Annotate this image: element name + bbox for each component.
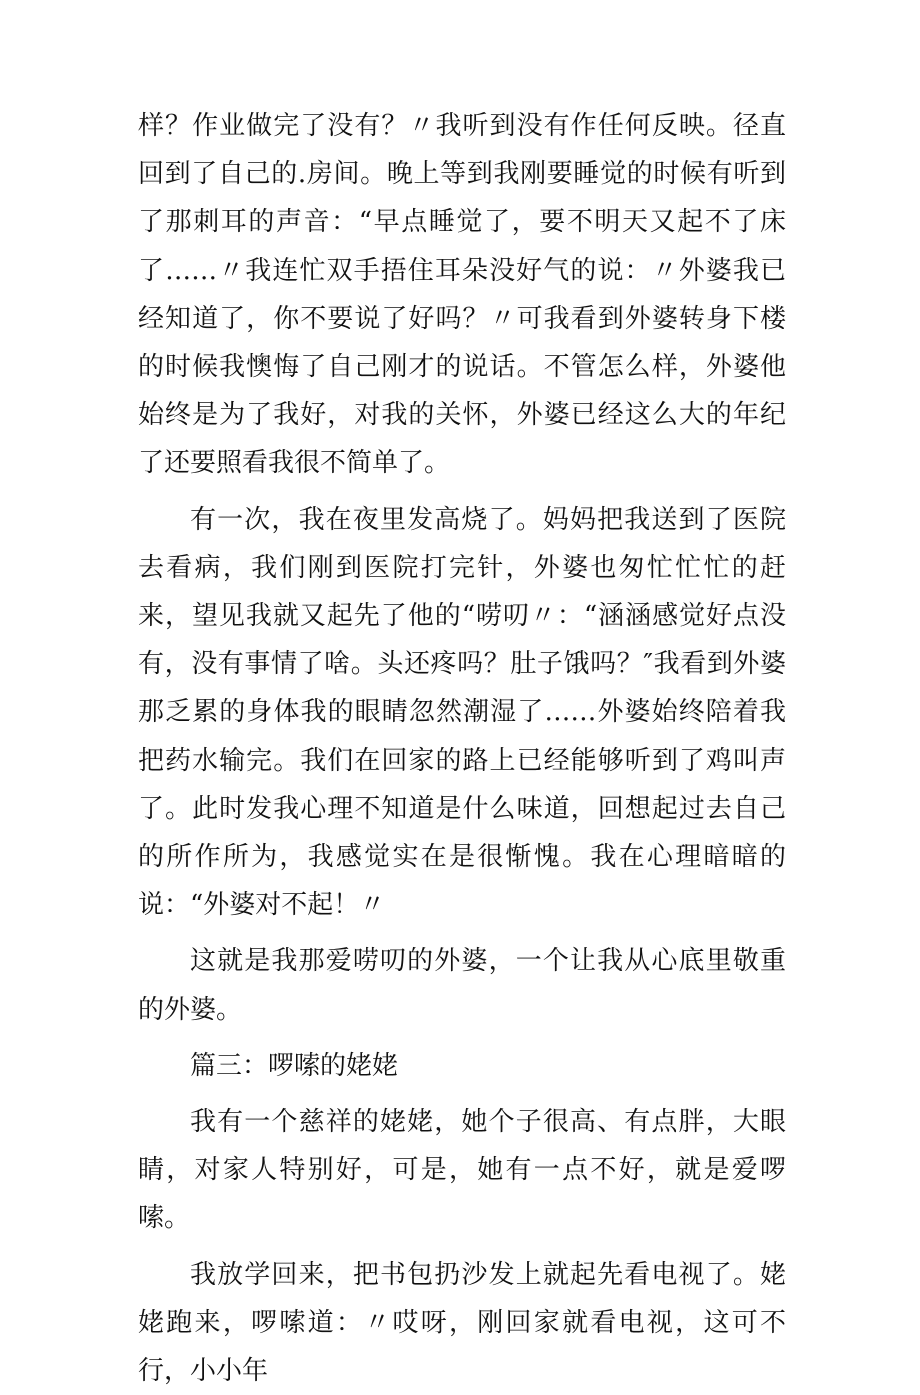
paragraph-fever-night: 有一次，我在夜里发高烧了。妈妈把我送到了医院去看病，我们刚到医院打完针，外婆也匆忙忙忙的赶来，望见我就又起先了他的“唠叨〃：“涵涵感觉好点没有，没有事情了啥。头还疼吗？肚子饿吗？″我看到外婆那乏累的身体我的眼睛忽然潮湿了……外婆始终陪着我把药水输完。我们在回家的路上已经能够听到了鸡叫声了。此时发我心理不知道是什么味道，回想起过去自己的所作所为，我感觉实在是很惭愧。我在心理暗暗的说：“外婆对不起！〃	[138, 504, 786, 921]
paragraph-after-school: 我放学回来，把书包扔沙发上就起先看电视了。姥姥跑来，啰嗦道：〃哎呀，刚回家就看电视，这可不行，小小年	[138, 1259, 786, 1387]
section-heading: 篇三：啰嗦的姥姥	[190, 1050, 399, 1081]
paragraph-gap	[138, 1034, 786, 1042]
paragraph-continuation: 样？作业做完了没有？〃我听到没有作任何反映。径直回到了自己的.房间。晚上等到我刚要睡觉的时候有听到了那刺耳的声音：“早点睡觉了，要不明天又起不了床了……〃我连忙双手捂住耳朵没好气的说：〃外婆我已经知道了，你不要说了好吗？〃可我看到外婆转身下楼的时候我懊悔了自己刚才的说话。不管怎么样，外婆他始终是为了我好，对我的关怀，外婆已经这么大的年纪了还要照看我很不简单了。	[138, 111, 786, 479]
paragraph-gap	[138, 929, 786, 937]
document-page	[138, 102, 786, 1395]
paragraph-gap	[138, 1243, 786, 1251]
paragraph-grandma-intro: 我有一个慈祥的姥姥，她个子很高、有点胖，大眼睛，对家人特别好，可是，她有一点不好，就是爱啰嗦。	[138, 1107, 786, 1234]
paragraph-conclusion: 这就是我那爱唠叨的外婆，一个让我从心底里敬重的外婆。	[138, 946, 786, 1025]
paragraph-gap	[138, 1090, 786, 1098]
paragraph-gap	[138, 488, 786, 496]
